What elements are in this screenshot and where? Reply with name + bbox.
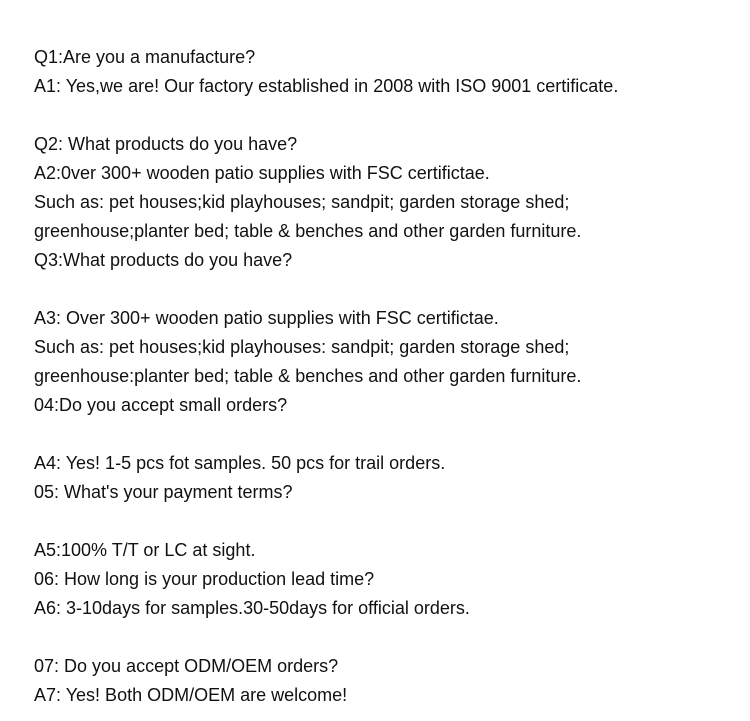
question-5: 05: What's your payment terms? bbox=[34, 482, 293, 502]
blank-line bbox=[34, 507, 734, 536]
answer-5: A5:100% T/T or LC at sight. bbox=[34, 540, 256, 560]
blank-line bbox=[34, 101, 734, 130]
answer-7: A7: Yes! Both ODM/OEM are welcome! bbox=[34, 685, 348, 705]
blank-line bbox=[34, 275, 734, 304]
answer-1: A1: Yes,we are! Our factory established in 2008 with ISO 9001 certificate. bbox=[34, 76, 619, 96]
question-4: 04:Do you accept small orders? bbox=[34, 395, 288, 415]
answer-2-examples: Such as: pet houses;kid playhouses; sandpit; garden storage shed; bbox=[34, 192, 570, 212]
question-6: 06: How long is your production lead time? bbox=[34, 569, 375, 589]
faq-document bbox=[34, 43, 734, 710]
answer-3-examples-continued: greenhouse:planter bed; table & benches and other garden furniture. bbox=[34, 366, 582, 386]
answer-3-examples: Such as: pet houses;kid playhouses: sandpit; garden storage shed; bbox=[34, 337, 570, 357]
blank-line bbox=[34, 420, 734, 449]
blank-line bbox=[34, 623, 734, 652]
question-3: Q3:What products do you have? bbox=[34, 250, 293, 270]
answer-4: A4: Yes! 1-5 pcs fot samples. 50 pcs for trail orders. bbox=[34, 453, 446, 473]
question-1: Q1:Are you a manufacture? bbox=[34, 47, 256, 67]
answer-6: A6: 3-10days for samples.30-50days for official orders. bbox=[34, 598, 470, 618]
question-7: 07: Do you accept ODM/OEM orders? bbox=[34, 656, 339, 676]
answer-2-examples-continued: greenhouse;planter bed; table & benches and other garden furniture. bbox=[34, 221, 582, 241]
answer-2: A2:0ver 300+ wooden patio supplies with FSC certifictae. bbox=[34, 163, 490, 183]
question-2: Q2: What products do you have? bbox=[34, 134, 298, 154]
answer-3: A3: Over 300+ wooden patio supplies with FSC certifictae. bbox=[34, 308, 499, 328]
